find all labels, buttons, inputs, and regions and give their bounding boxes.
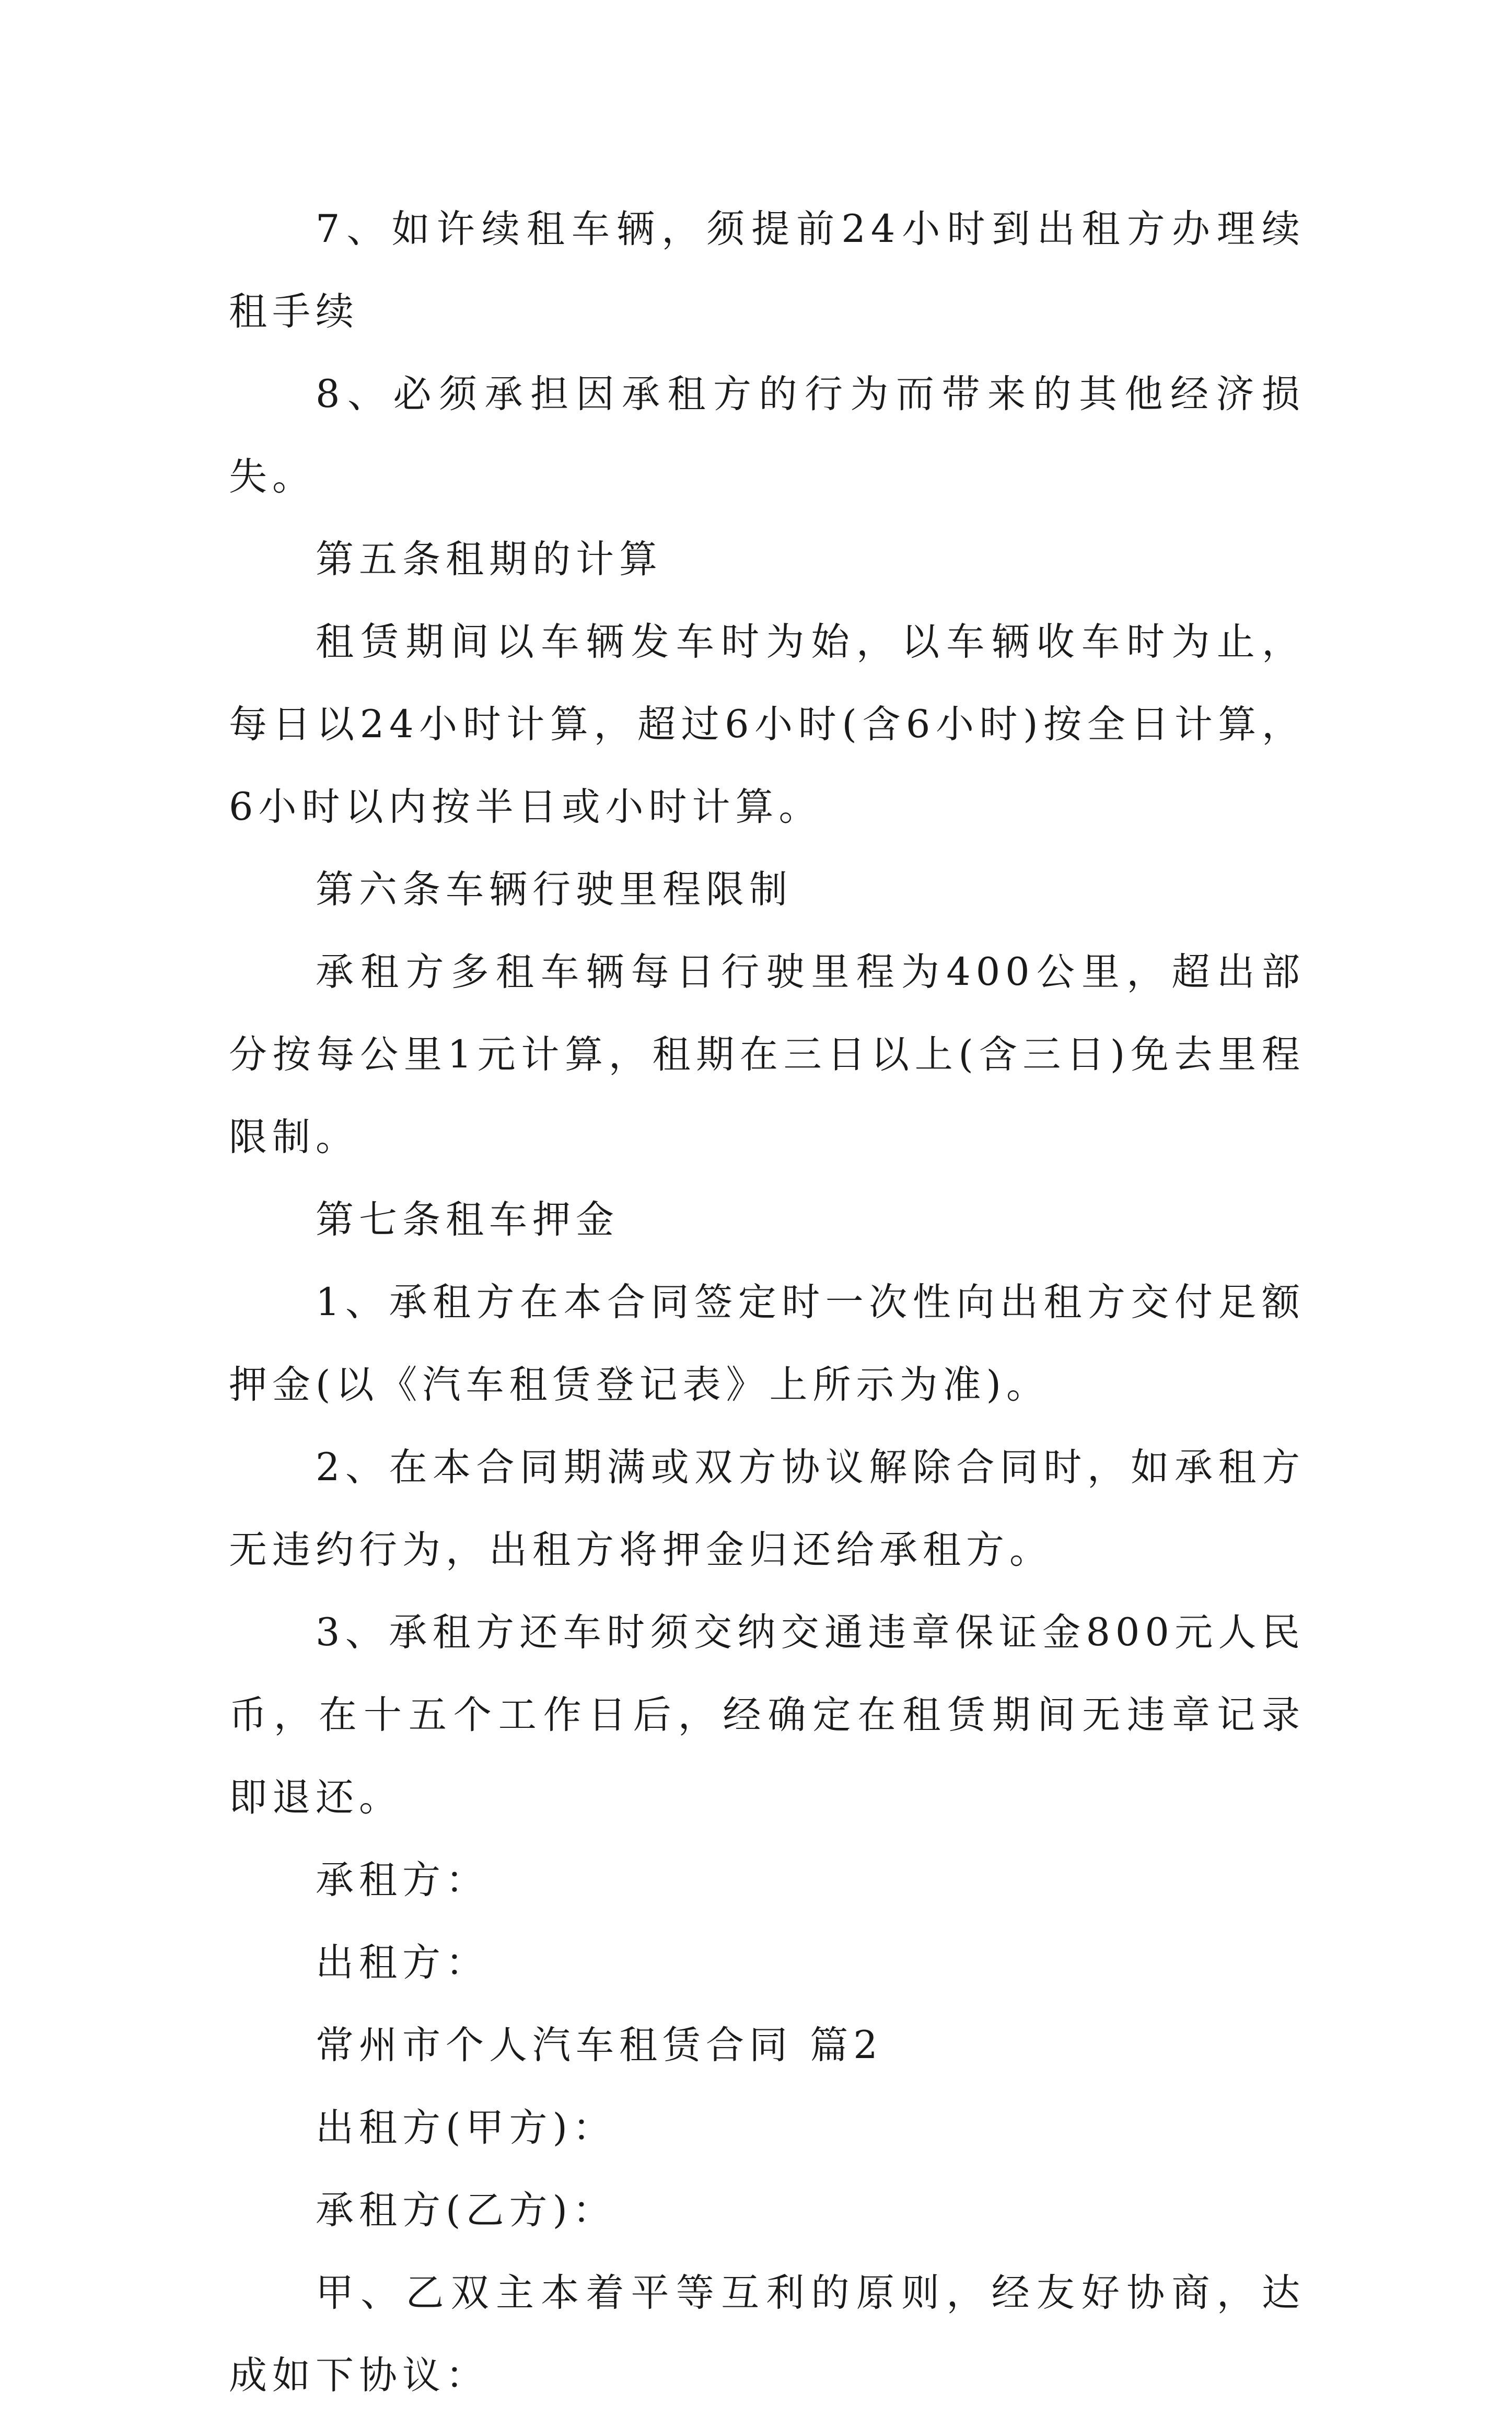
paragraph-deposit-1: 1、承租方在本合同签定时一次性向出租方交付足额押金(以《汽车租赁登记表》上所示为准)。	[229, 1280, 1305, 1407]
contract-title-part-2: 常州市个人汽车租赁合同 篇2	[316, 2023, 883, 2067]
paragraph-deposit-3: 3、承租方还车时须交纳交通违章保证金800元人民币，在十五个工作日后，经确定在租赁期间无违章记录即退还。	[229, 1610, 1305, 1820]
paragraph-mileage-limit: 承租方多租车辆每日行驶里程为400公里，超出部分按每公里1元计算，租期在三日以上(含三日)免去里程限制。	[229, 950, 1305, 1159]
paragraph-clause-7: 7、如许续租车辆，须提前24小时到出租方办理续租手续	[229, 207, 1305, 334]
party-a-label: 出租方(甲方)：	[316, 2106, 616, 2150]
signature-lessee-label: 承租方：	[316, 1858, 489, 1902]
signature-lessor-label: 出租方：	[316, 1940, 489, 1985]
paragraph-clause-8: 8、必须承担因承租方的行为而带来的其他经济损失。	[229, 372, 1305, 499]
section-heading-5: 第五条租期的计算	[316, 537, 662, 582]
paragraph-deposit-2: 2、在本合同期满或双方协议解除合同时，如承租方无违约行为，出租方将押金归还给承租方。	[229, 1445, 1305, 1572]
paragraph-rental-period: 租赁期间以车辆发车时为始，以车辆收车时为止，每日以24小时计算，超过6小时(含6小时)按全日计算，6小时以内按半日或小时计算。	[229, 620, 1305, 829]
document-body	[229, 188, 1305, 2417]
paragraph-agreement-intro: 甲、乙双主本着平等互利的原则，经友好协商，达成如下协议：	[229, 2271, 1305, 2398]
section-heading-7: 第七条租车押金	[316, 1198, 619, 1242]
party-b-label: 承租方(乙方)：	[316, 2188, 616, 2233]
section-heading-6: 第六条车辆行驶里程限制	[316, 867, 793, 912]
